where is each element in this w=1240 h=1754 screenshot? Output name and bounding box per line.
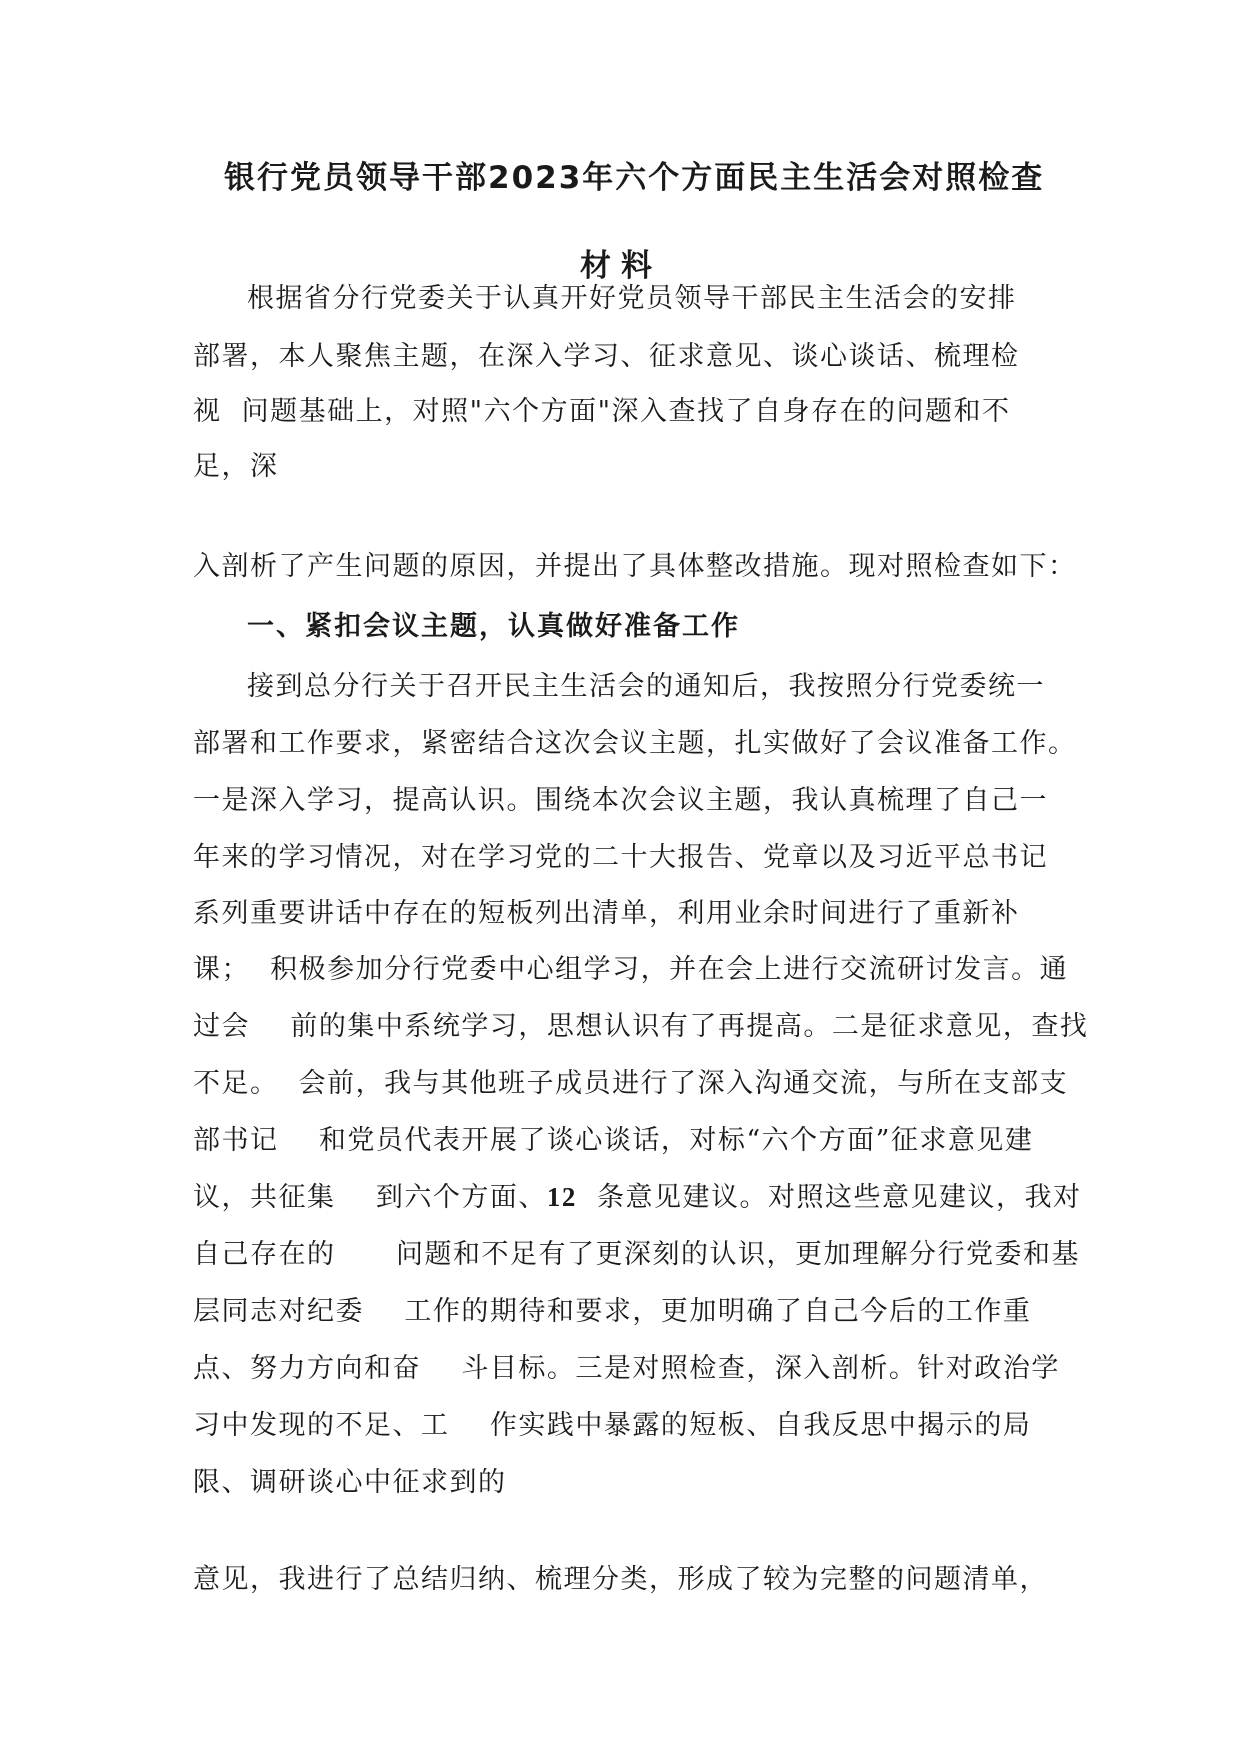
paragraph-line: 足，深 [193, 451, 279, 482]
paragraph-line [193, 1184, 1082, 1211]
paragraph-line: 年来的学习情况，对在学习党的二十大报告、党章以及习近平总书记 [193, 842, 1048, 873]
paragraph-line: 点、努力方向和奋 斗目标。三是对照检查，深入剖析。针对政治学 [193, 1353, 1060, 1384]
paragraph-line: 过会 前的集中系统学习，思想认识有了再提高。二是征求意见，查找 [193, 1011, 1089, 1042]
paragraph-line: 部书记 和党员代表开展了谈心谈话，对标“六个方面”征求意见建 [193, 1125, 1034, 1156]
line-segment: 条意见建议。对照这些意见建议，我对 [597, 1182, 1082, 1213]
paragraph-line: 入剖析了产生问题的原因，并提出了具体整改措施。现对照检查如下： [193, 551, 1077, 582]
paragraph-line: 系列重要讲话中存在的短板列出清单，利用业余时间进行了重新补 [193, 898, 1020, 929]
count-number: 12 [546, 1182, 577, 1212]
paragraph-line: 接到总分行关于召开民主生活会的通知后，我按照分行党委统一 [247, 671, 1045, 702]
document-title-continued: 材料 [580, 248, 662, 284]
paragraph-line: 部署和工作要求，紧密结合这次会议主题，扎实做好了会议准备工作。 [193, 728, 1077, 759]
paragraph-line: 层同志对纪委 工作的期待和要求，更加明确了自己今后的工作重 [193, 1296, 1032, 1327]
paragraph-line: 视 问题基础上，对照"六个方面"深入查找了自身存在的问题和不 [193, 396, 1011, 427]
paragraph-line: 自己存在的 问题和不足有了更深刻的认识，更加理解分行党委和基 [193, 1239, 1080, 1270]
paragraph-line: 一是深入学习，提高认识。围绕本次会议主题，我认真梳理了自己一 [193, 785, 1048, 816]
line-segment: 议，共征集 到六个方面、 [193, 1182, 547, 1213]
paragraph-line: 不足。 会前，我与其他班子成员进行了深入沟通交流，与所在支部支 [193, 1068, 1069, 1099]
paragraph-line: 课； 积极参加分行党委中心组学习，并在会上进行交流研讨发言。通 [193, 954, 1069, 985]
paragraph-line: 根据省分行党委关于认真开好党员领导干部民主生活会的安排 [247, 283, 1017, 314]
section-heading: 一、紧扣会议主题，认真做好准备工作 [247, 611, 740, 642]
paragraph-line: 习中发现的不足、工 作实践中暴露的短板、自我反思中揭示的局 [193, 1410, 1032, 1441]
document-title: 银行党员领导干部2023年六个方面民主生活会对照检查 [224, 160, 1045, 196]
paragraph-line: 部署，本人聚焦主题，在深入学习、征求意见、谈心谈话、梳理检 [193, 341, 1020, 372]
paragraph-line: 意见，我进行了总结归纳、梳理分类，形成了较为完整的问题清单， [193, 1564, 1048, 1595]
paragraph-line: 限、调研谈心中征求到的 [193, 1467, 507, 1498]
